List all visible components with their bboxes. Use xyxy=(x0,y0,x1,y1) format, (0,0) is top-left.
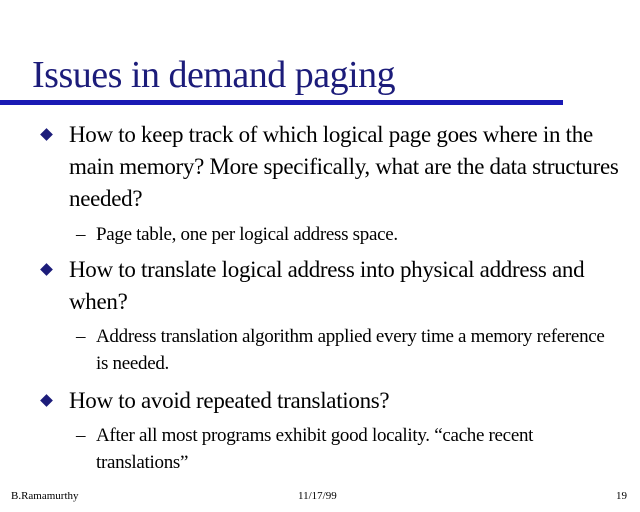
diamond-bullet-icon xyxy=(40,394,53,407)
footer-page-number: 19 xyxy=(616,490,627,502)
title-underline xyxy=(0,100,563,105)
footer-date: 11/17/99 xyxy=(298,490,337,502)
bullet-item xyxy=(69,254,629,318)
sub-bullet-item xyxy=(76,323,616,377)
sub-bullet-text: After all most programs exhibit good locality. “cache recent translations” xyxy=(96,425,534,473)
bullet-item xyxy=(69,119,629,215)
dash-marker: – xyxy=(76,326,86,347)
sub-bullet-item xyxy=(76,422,616,476)
bullet-text: How to avoid repeated translations? xyxy=(69,388,390,413)
slide-title: Issues in demand paging xyxy=(32,54,396,96)
sub-bullet-item xyxy=(76,221,616,248)
footer-author: B.Ramamurthy xyxy=(11,490,79,502)
diamond-bullet-icon xyxy=(40,263,53,276)
diamond-bullet-icon xyxy=(40,128,53,141)
dash-marker: – xyxy=(76,425,86,446)
sub-bullet-text: Address translation algorithm applied every time a memory reference is needed. xyxy=(96,326,605,374)
dash-marker: – xyxy=(76,224,86,245)
bullet-text: How to translate logical address into physical address and when? xyxy=(69,257,585,314)
sub-bullet-text: Page table, one per logical address space. xyxy=(96,224,398,245)
bullet-item xyxy=(69,385,629,417)
bullet-text: How to keep track of which logical page goes where in the main memory? More specifically, what are the data structures needed? xyxy=(69,122,619,211)
